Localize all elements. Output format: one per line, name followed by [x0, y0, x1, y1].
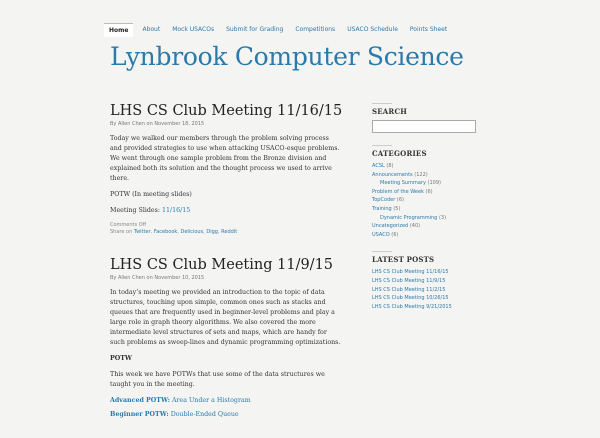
categories-widget — [372, 145, 482, 239]
latest-post-link[interactable]: LHS CS Club Meeting 9/21/2015 — [372, 303, 452, 310]
post-author: Allen Chen — [117, 275, 145, 281]
category-count: (6) — [425, 188, 433, 195]
categories-widget-title: CATEGORIES — [372, 149, 427, 158]
post-title[interactable]: LHS CS Club Meeting 11/9/15 — [110, 257, 334, 273]
post-paragraph: Today we walked our members through the problem solving process and provided strategies to use when attacking USACO-esque problems. We went through one sample problem from the Bronze division and explained both its solution and the thought process we used to arrive there. — [110, 135, 340, 182]
nav-points-sheet[interactable]: Points Sheet — [409, 26, 448, 33]
category-link[interactable]: Dynamic Programming — [380, 214, 438, 221]
post-paragraph: This week we have POTWs that use some of the data structures we taught you in the meeting. — [110, 371, 325, 388]
category-item — [372, 162, 482, 171]
nav-mock-usacos[interactable]: Mock USACOs — [172, 26, 215, 33]
post-title[interactable]: LHS CS Club Meeting 11/16/15 — [110, 103, 343, 119]
advanced-potw — [110, 396, 342, 406]
category-link[interactable]: Announcements — [372, 171, 413, 178]
nav-competitions[interactable]: Competitions — [295, 26, 336, 33]
category-link[interactable]: TopCoder — [372, 197, 396, 204]
category-item — [372, 214, 482, 223]
search-input[interactable] — [372, 120, 476, 133]
category-item — [372, 222, 482, 231]
post-paragraph: In today’s meeting we provided an introduction to the topic of data structures, touching upon simple, common ones such as stacks and queues that are frequently used in beginner-level problems and play a large role in graph theory algorithms. We also covered the more intermediate level structures of sets and maps, which are handy for such problems as sweep-lines and dynamic programming optimizations. — [110, 289, 341, 346]
latest-post-item — [372, 268, 482, 277]
category-item — [372, 171, 482, 180]
category-link[interactable]: Meeting Summary — [380, 180, 426, 187]
category-count: (6) — [396, 197, 404, 204]
beginner-potw-link[interactable]: Double-Ended Queue — [170, 411, 239, 418]
latest-post-link[interactable]: LHS CS Club Meeting 11/16/15 — [372, 269, 449, 276]
post-date: November 10, 2015 — [154, 275, 205, 281]
latest-post-item — [372, 277, 482, 286]
post-meta — [110, 274, 342, 282]
nav-about[interactable]: About — [142, 26, 161, 33]
slides-label: Meeting Slides: — [110, 207, 160, 214]
nav-submit-for-grading[interactable]: Submit for Grading — [226, 26, 284, 33]
widget-divider — [372, 145, 392, 146]
main-nav — [107, 23, 459, 37]
post-paragraph: POTW (In meeting slides) — [110, 191, 192, 198]
site-title[interactable]: Lynbrook Computer Science — [110, 42, 464, 71]
latest-posts-widget-title: LATEST POSTS — [372, 255, 435, 265]
post-list — [110, 100, 342, 438]
search-widget-title: SEARCH — [372, 107, 408, 116]
share-links — [110, 229, 342, 236]
advanced-potw-link[interactable]: Area Under a Histogram — [171, 397, 251, 404]
post — [110, 100, 342, 236]
category-count: (6) — [391, 231, 399, 238]
beginner-potw-label[interactable]: Beginner POTW: — [110, 411, 169, 418]
category-item — [372, 205, 482, 214]
category-count: (3) — [438, 214, 447, 221]
category-link[interactable]: USACO — [372, 231, 390, 238]
category-link[interactable]: ACSL — [372, 163, 385, 169]
category-count: (122) — [414, 171, 428, 178]
category-count: (40) — [409, 223, 421, 230]
category-count: (5) — [393, 205, 401, 212]
latest-post-link[interactable]: LHS CS Club Meeting 11/9/15 — [372, 277, 446, 284]
share-delicious-link[interactable]: Delicious — [180, 229, 204, 235]
post-paragraph — [110, 206, 342, 216]
share-digg-link[interactable]: Digg — [206, 229, 218, 235]
post-footer — [110, 222, 342, 236]
category-item — [372, 231, 482, 240]
categories-list — [372, 162, 482, 239]
category-link[interactable]: Training — [372, 205, 392, 212]
post-author: Allen Chen — [117, 121, 145, 127]
post-meta-on: on — [146, 275, 153, 281]
beginner-potw — [110, 410, 342, 420]
share-twitter-link[interactable]: Twitter — [133, 229, 151, 235]
advanced-potw-label[interactable]: Advanced POTW: — [110, 397, 170, 404]
category-item — [372, 179, 482, 188]
nav-usaco-schedule[interactable]: USACO Schedule — [347, 26, 398, 33]
share-separator: , — [217, 229, 220, 235]
nav-home[interactable]: Home — [104, 23, 133, 37]
category-link[interactable]: Uncategorized — [372, 223, 409, 230]
post — [110, 254, 342, 420]
latest-post-item — [372, 303, 482, 312]
category-link[interactable]: Problem of the Week — [372, 188, 424, 195]
potw-heading: POTW — [110, 355, 132, 362]
category-item — [372, 196, 482, 205]
post-meta-on: on — [146, 121, 153, 127]
share-separator: , — [150, 229, 153, 235]
category-count: (8) — [386, 163, 394, 169]
share-separator: , — [177, 229, 179, 235]
post-meta-by: By — [110, 275, 117, 281]
latest-post-item — [372, 294, 482, 303]
share-label: Share on — [110, 229, 133, 235]
latest-post-link[interactable]: LHS CS Club Meeting 10/26/15 — [372, 295, 449, 302]
latest-post-item — [372, 286, 482, 295]
widget-divider — [372, 251, 392, 252]
latest-posts-list — [372, 268, 482, 311]
latest-posts-widget — [372, 251, 482, 311]
sidebar — [372, 103, 482, 323]
widget-divider — [372, 103, 392, 104]
latest-post-link[interactable]: LHS CS Club Meeting 11/2/15 — [372, 286, 446, 293]
search-widget — [372, 103, 482, 133]
category-count: (109) — [427, 180, 441, 187]
post-date: November 18, 2015 — [154, 121, 205, 127]
category-item — [372, 188, 482, 197]
post-meta — [110, 120, 342, 128]
slides-link[interactable]: 11/16/15 — [162, 207, 191, 214]
comments-status: Comments Off — [110, 222, 147, 228]
share-facebook-link[interactable]: Facebook — [153, 229, 178, 235]
share-reddit-link[interactable]: Reddit — [221, 229, 238, 235]
post-meta-by: By — [110, 121, 117, 127]
share-separator: , — [203, 229, 205, 235]
